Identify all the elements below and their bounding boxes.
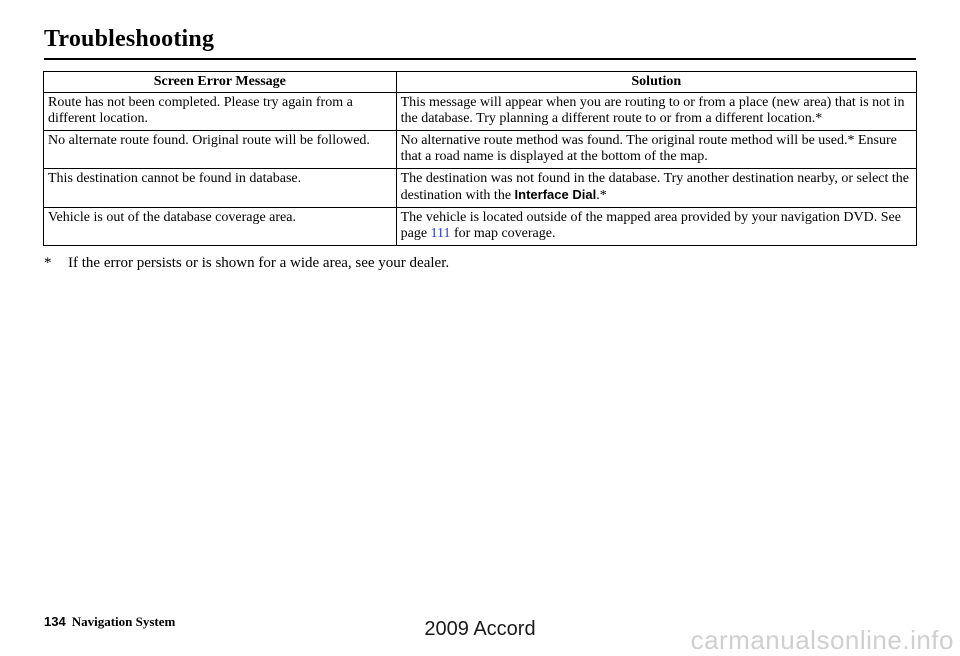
watermark-model: 2009 Accord [424,618,536,640]
page-title: Troubleshooting [44,26,215,52]
solution-cell: No alternative route method was found. The original route method will be used.* Ensure that a road name is displayed at the bottom of the map. [396,131,916,169]
solution-text-end: for map coverage. [450,226,556,241]
footnote [44,255,449,272]
page-number: 134 [44,614,66,629]
error-message-cell: Vehicle is out of the database coverage area. [44,208,397,246]
table-row [44,208,917,246]
footnote-text: If the error persists or is shown for a wide area, see your dealer. [68,255,450,271]
page-reference-link[interactable]: 111 [430,226,451,241]
solution-text: The vehicle is located outside of the mapped area provided by your navigation DVD. See page [400,210,901,241]
watermark-site: carmanualsonline.info [690,625,954,655]
column-header-solution: Solution [396,72,916,93]
footer-label: Navigation System [71,614,176,629]
error-message-cell: No alternate route found. Original route will be followed. [44,131,397,169]
column-header-message: Screen Error Message [44,72,397,93]
footnote-marker: * [44,255,52,271]
table-header-row [44,72,917,93]
table-row [44,131,917,169]
interface-dial-term: Interface Dial [514,187,597,202]
error-message-cell: This destination cannot be found in database. [44,169,397,208]
solution-cell: This message will appear when you are routing to or from a place (new area) that is not in the database. Try planning a different route to or from a different location.* [396,93,916,131]
table-row [44,169,917,208]
solution-text: The destination was not found in the database. Try another destination nearby, or select the destination with the [400,171,910,203]
table-row [44,93,917,131]
title-divider [44,58,916,60]
error-message-table [43,71,917,246]
solution-cell [396,169,916,208]
solution-text-end: .* [596,188,607,203]
solution-cell [396,208,916,246]
error-message-cell: Route has not been completed. Please try again from a different location. [44,93,397,131]
